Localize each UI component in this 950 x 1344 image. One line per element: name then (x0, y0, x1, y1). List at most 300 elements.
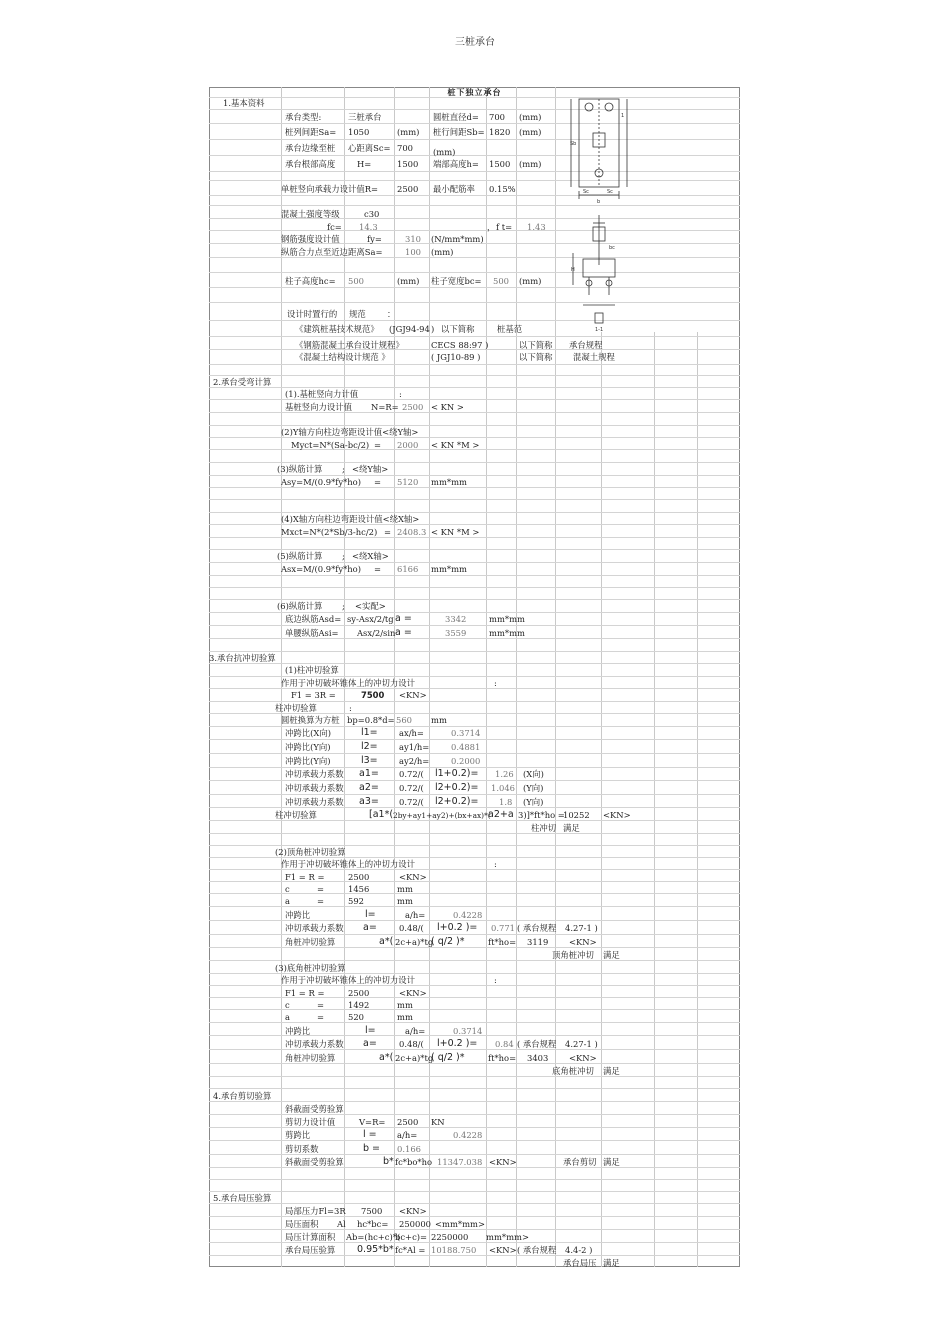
label: Al (337, 1219, 346, 1229)
label: a (285, 896, 290, 906)
symbol: l= (365, 909, 376, 920)
svg-text:b: b (597, 199, 601, 205)
label: 端部高度h= (433, 159, 479, 169)
unit: mm (397, 896, 413, 906)
label: 局压面积 (285, 1219, 319, 1229)
svg-text:1: 1 (621, 113, 625, 119)
grid-row-line (209, 575, 740, 576)
formula: ( q/2 )* (431, 936, 465, 947)
value: 592 (348, 896, 364, 906)
svg-text:Sc: Sc (583, 189, 589, 195)
formula: a/h= (405, 1026, 426, 1036)
label: f t= (496, 222, 513, 232)
unit: <KN> (569, 1053, 597, 1063)
label: 冲跨比(X向) (285, 728, 331, 738)
unit: (mm) (433, 147, 456, 157)
label: 底角桩冲切 (552, 1066, 594, 1076)
label: ( 承台规程 (517, 1245, 557, 1255)
unit: (mm) (431, 247, 454, 257)
label: 剪切系数 (285, 1144, 319, 1154)
grid-row-line (209, 1088, 740, 1089)
value: 2500 (348, 988, 370, 998)
value: 1.8 (499, 797, 513, 807)
formula: F1 = R = (285, 872, 325, 882)
unit: mm*mm> (486, 1232, 529, 1242)
label: ： (387, 309, 396, 319)
grid-row-line (209, 109, 740, 110)
symbol: l3= (361, 755, 378, 766)
grid-row-line (209, 171, 740, 172)
sheet-title: 桩下独立承台 (447, 87, 502, 97)
label: 冲切承载力系数 (285, 769, 344, 779)
grid-row-line (209, 753, 740, 754)
label: = (317, 896, 325, 906)
unit: (mm) (519, 159, 542, 169)
value: 3403 (527, 1053, 549, 1063)
label: 柱子高度hc= (285, 276, 336, 286)
value: 2408.3 (397, 527, 427, 537)
value: 2500 (402, 402, 424, 412)
formula: a2+a (488, 809, 514, 820)
symbol: a2= (359, 782, 379, 793)
code-alias: 桩基范 (497, 324, 523, 334)
label: 局部压力Fl=3R (285, 1206, 346, 1216)
label: 纵筋合力点至近边距离Sa= (281, 247, 383, 257)
formula: ft*ho= (488, 937, 517, 947)
value: 250000 (399, 1219, 431, 1229)
value: 6166 (397, 564, 419, 574)
label: 冲切承载力系数 (285, 923, 344, 933)
grid-row-line (209, 230, 740, 231)
label: 冲切承载力系数 (285, 1039, 344, 1049)
label: 设计时置行的 (287, 309, 338, 319)
formula: sy-Asx/2/tg (347, 614, 394, 624)
grid-col-line (429, 87, 430, 1267)
unit: mm*mm (431, 477, 467, 487)
label: (2)顶角桩冲切验算 (275, 847, 346, 857)
status-ok: 满足 (603, 950, 620, 960)
grid-row-line (209, 462, 740, 463)
label: ) (431, 324, 435, 334)
grid-row-line (209, 272, 740, 273)
value: 0.4228 (453, 1130, 483, 1140)
value: 560 (396, 715, 412, 725)
label: (X向) (523, 769, 544, 779)
grid-row-line (209, 676, 740, 677)
value: 2250000 (431, 1232, 469, 1242)
grid-row-line (209, 562, 740, 563)
value: 0.2000 (451, 756, 481, 766)
formula: ay2/h= (399, 756, 430, 766)
symbol: a = (395, 613, 412, 624)
formula: l+0.2 )= (437, 922, 478, 933)
unit: mm*mm (489, 614, 525, 624)
value: 0.4881 (451, 742, 481, 752)
value: 1820 (489, 127, 511, 137)
symbol: l1= (361, 727, 378, 738)
value: 3559 (445, 628, 467, 638)
label: (3)纵筋计算 (277, 464, 323, 474)
value: 0.3714 (451, 728, 481, 738)
value: 1050 (348, 127, 370, 137)
grid-col-line (486, 87, 487, 1267)
grid-row-line (209, 1076, 740, 1077)
code-name: 《钢筋混凝土承台设计规程》 (295, 340, 404, 350)
label: (Y向) (523, 783, 544, 793)
label: : (494, 859, 497, 869)
grid-row-line (209, 934, 740, 935)
grid-row-line (209, 599, 740, 600)
grid-row-line (209, 960, 740, 961)
formula: ax/h= (399, 728, 424, 738)
formula: 0.48/( (399, 1039, 424, 1049)
code-name: 《混凝土结构设计规范 》 (295, 352, 390, 362)
label: 角桩冲切验算 (285, 937, 336, 947)
label: (2)Y轴方向柱边弯距设计值<绕Y轴> (281, 427, 419, 437)
label: ， (487, 222, 496, 232)
label: = (374, 564, 382, 574)
grid-row-line (209, 475, 740, 476)
grid-row-line (209, 833, 740, 834)
label: ; (342, 464, 345, 474)
grid-row-line (209, 1179, 740, 1180)
label: 冲跨比 (285, 1026, 311, 1036)
unit: (N/mm*mm) (431, 234, 484, 244)
value: 11347.038 (437, 1157, 483, 1167)
grid-row-line (209, 1203, 740, 1204)
value: 1.26 (495, 769, 514, 779)
label: 底边纵筋Asd= (285, 614, 342, 624)
value: 0.166 (397, 1144, 421, 1154)
value: 2500 (397, 1117, 419, 1127)
status-ok: 满足 (563, 823, 580, 833)
grid-row-line (209, 549, 740, 550)
formula: hc*bc= (357, 1219, 389, 1229)
unit: mm (397, 1012, 413, 1022)
formula: Asx/2/sin (357, 628, 396, 638)
label: (3)底角桩冲切验算 (275, 963, 346, 973)
grid-col-line (516, 87, 517, 1267)
label: 作用于冲切破坏锥体上的冲切力设计 (281, 678, 415, 688)
formula: 0.72/( (399, 769, 424, 779)
unit: (mm) (397, 276, 420, 286)
formula: a/h= (397, 1130, 418, 1140)
unit: <KN> (603, 810, 631, 820)
value: 3119 (527, 937, 549, 947)
formula: l+0.2 )= (437, 1038, 478, 1049)
formula: 0.72/( (399, 783, 424, 793)
label: : (494, 975, 497, 985)
formula: Asx=M/(0.9*fy*ho) (281, 564, 361, 574)
label: 以下简称 (441, 324, 475, 334)
label: 圆桩换算为方桩 (281, 715, 340, 725)
formula: 2c+a)*tg (395, 937, 434, 947)
symbol: a= (363, 922, 377, 933)
symbol: l2= (361, 741, 378, 752)
label: 作用于冲切破坏锥体上的冲切力设计 (281, 975, 415, 985)
label: (Y向) (523, 797, 544, 807)
value: 0.771 (491, 923, 515, 933)
label: a (285, 1012, 290, 1022)
value: 0.84 (495, 1039, 514, 1049)
formula: F1 = R = (285, 988, 325, 998)
unit: <KN> (489, 1245, 517, 1255)
formula: bp=0.8*d= (347, 715, 395, 725)
label: H= (357, 159, 372, 169)
value: 2500 (397, 184, 419, 194)
grid-row-line (209, 336, 740, 337)
status-ok: 满足 (603, 1258, 620, 1268)
sheet-border (209, 87, 740, 1267)
formula: 3)]*ft*ho = (518, 810, 565, 820)
value: 10252 (563, 810, 590, 820)
label: 混凝土强度等级 (281, 209, 340, 219)
label: 4.27-1 ) (565, 923, 598, 933)
label: 承台边缘至桩 (285, 143, 336, 153)
label: 冲跨比(Y向) (285, 756, 331, 766)
grid-row-line (209, 375, 740, 376)
formula: 0.48/( (399, 923, 424, 933)
svg-text:1-1: 1-1 (595, 327, 604, 333)
value: 2500 (348, 872, 370, 882)
label: ; (342, 551, 345, 561)
unit: <KN> (399, 690, 427, 700)
grid-row-line (209, 845, 740, 846)
value: 7500 (361, 1206, 383, 1216)
section-5-heading: 5.承台局压验算 (213, 1193, 272, 1203)
label: 柱冲切验算 (275, 703, 317, 713)
value: 3342 (445, 614, 467, 624)
code-alias: 承台规程 (569, 340, 603, 350)
label: 斜截面受剪验算 (285, 1104, 344, 1114)
grid-col-line (281, 87, 282, 1267)
value: 1500 (489, 159, 511, 169)
label: <绕X轴> (352, 551, 389, 561)
formula: l1+0.2)= (435, 768, 479, 779)
value: 500 (493, 276, 509, 286)
label: <绕Y轴> (352, 464, 389, 474)
label: = (374, 477, 382, 487)
label: c (285, 884, 290, 894)
label: <实配> (355, 601, 386, 611)
code-name: 《建筑桩基技术规范》 (295, 324, 379, 334)
formula: 2c+a)*tg (395, 1053, 434, 1063)
label: 以下简称 (519, 340, 553, 350)
formula: Asy=M/(0.9*fy*ho) (281, 477, 361, 487)
formula: a*( (379, 1052, 394, 1063)
label: 基桩竖向力设计值 (285, 402, 352, 412)
label: (5)纵筋计算 (277, 551, 323, 561)
label: (1)柱冲切验算 (285, 665, 339, 675)
unit: mm (397, 884, 413, 894)
label: = (374, 440, 382, 450)
unit: (mm) (519, 112, 542, 122)
formula: 2by+ay1+ay2)+(bx+ax)*( (393, 811, 491, 820)
grid-row-line (209, 287, 740, 288)
label: 承台局压 (563, 1258, 597, 1268)
value: 0.3714 (453, 1026, 483, 1036)
symbol: a = (395, 627, 412, 638)
section-2-heading: 2.承台受弯计算 (213, 377, 272, 387)
label: 以下简称 (519, 352, 553, 362)
grid-row-line (209, 512, 740, 513)
grid-row-line (209, 587, 740, 588)
label: 承台根部高度 (285, 159, 336, 169)
unit: KN (431, 1117, 445, 1127)
grid-row-line (209, 1101, 740, 1102)
grid-row-line (209, 499, 740, 500)
label: fy= (367, 234, 382, 244)
formula: a*( (379, 936, 394, 947)
label: fc= (327, 222, 342, 232)
formula: Ab=(hc+c)*( (346, 1232, 401, 1242)
formula: Myct=N*(Sa-bc/2) (291, 440, 370, 450)
unit: (mm) (397, 127, 420, 137)
label: ( 承台规程 (517, 1039, 557, 1049)
unit: < KN *M > (431, 527, 480, 537)
svg-text:Sb: Sb (570, 141, 577, 147)
grid-row-line (209, 155, 740, 156)
value: 1492 (348, 1000, 370, 1010)
grid-row-line (209, 794, 740, 795)
label: 冲跨比 (285, 910, 311, 920)
grid-row-line (209, 180, 740, 181)
status-ok: 满足 (603, 1157, 620, 1167)
label: c (285, 1000, 290, 1010)
grid-row-line (209, 739, 740, 740)
label: 作用于冲切破坏锥体上的冲切力设计 (281, 859, 415, 869)
value: 310 (405, 234, 421, 244)
label: 规范 (349, 309, 366, 319)
unit: mm (397, 1000, 413, 1010)
grid-row-line (209, 123, 740, 124)
value: 100 (405, 247, 421, 257)
label: 心距离Sc= (348, 143, 391, 153)
formula: b* (383, 1156, 394, 1167)
unit: < KN > (431, 402, 464, 412)
grid-row-line (209, 139, 740, 140)
grid-row-line (209, 651, 740, 652)
label: 最小配筋率 (433, 184, 475, 194)
formula: ft*ho= (488, 1053, 517, 1063)
grid-row-line (209, 195, 740, 196)
formula: bc+c)= (395, 1232, 428, 1242)
value: 700 (397, 143, 413, 153)
value: 1500 (397, 159, 419, 169)
label: 剪跨比 (285, 1130, 311, 1140)
code-alias: 混凝土规程 (573, 352, 615, 362)
label: ; (342, 601, 345, 611)
grid-col-line (344, 87, 345, 1267)
unit: <mm*mm> (435, 1219, 485, 1229)
grid-col-line (394, 87, 395, 1267)
unit: <KN> (399, 988, 427, 998)
label: 钢筋强度设计值 (281, 234, 340, 244)
formula: a/h= (405, 910, 426, 920)
label: 单桩竖向承载力设计值R= (281, 184, 379, 194)
label: 冲切承载力系数 (285, 797, 344, 807)
symbol: l = (363, 1129, 377, 1140)
value: 三桩承台 (348, 112, 382, 122)
unit: < KN *M > (431, 440, 480, 450)
value: 520 (348, 1012, 364, 1022)
svg-text:H: H (571, 267, 575, 273)
label: N=R= (371, 402, 399, 412)
grid-row-line (209, 425, 740, 426)
section-1-heading: 1.基本资料 (223, 98, 265, 108)
grid-row-line (209, 701, 740, 702)
label: = (317, 1012, 325, 1022)
unit: <KN> (569, 937, 597, 947)
label: = (317, 884, 325, 894)
formula: fc*Al = (395, 1245, 426, 1255)
formula: fc*bo*ho (395, 1157, 433, 1167)
label: = (317, 1000, 325, 1010)
label: 4.27-1 ) (565, 1039, 598, 1049)
value: 0.4228 (453, 910, 483, 920)
section-3-heading: 3.承台抗冲切验算 (209, 653, 276, 663)
label: 冲切承载力系数 (285, 783, 344, 793)
grid-row-line (209, 663, 740, 664)
label: (1).基桩竖向力计值 (285, 389, 359, 399)
grid-col-line (555, 87, 556, 1267)
grid-row-line (209, 320, 740, 321)
value: 5120 (397, 477, 419, 487)
formula: l2+0.2)= (435, 782, 479, 793)
formula: [a1*( (369, 809, 394, 820)
label: 承台剪切 (563, 1157, 597, 1167)
calculation-sheet (209, 87, 740, 1267)
unit: (mm) (519, 127, 542, 137)
value: 500 (348, 276, 364, 286)
grid-row-line (209, 364, 740, 365)
formula: ay1/h= (399, 742, 430, 752)
label: 角桩冲切验算 (285, 1053, 336, 1063)
label: 圆桩直径d= (433, 112, 479, 122)
unit: <KN> (399, 1206, 427, 1216)
grid-row-line (209, 302, 740, 303)
label: 承台类型: (285, 112, 322, 122)
label: (4)X轴方向柱边弯距设计值<绕X轴> (281, 514, 420, 524)
unit: mm*mm (489, 628, 525, 638)
symbol: a1= (359, 768, 379, 779)
section-4-heading: 4.承台剪切验算 (213, 1091, 272, 1101)
formula: 0.95*b* (357, 1244, 394, 1255)
label: : (399, 389, 402, 399)
label: 顶角桩冲切 (552, 950, 594, 960)
value: 14.3 (359, 222, 378, 232)
code-number: ( JGJ10-89 ) (431, 352, 481, 362)
grid-row-line (209, 387, 740, 388)
label: = (384, 527, 392, 537)
label: (6)纵筋计算 (277, 601, 323, 611)
unit: <KN> (399, 872, 427, 882)
label: 桩列间距Sa= (285, 127, 337, 137)
label: V=R= (359, 1117, 386, 1127)
value: 7500 (361, 690, 385, 700)
grid-row-line (209, 205, 740, 206)
symbol: a= (363, 1038, 377, 1049)
value: 1.43 (527, 222, 546, 232)
value: c30 (364, 209, 380, 219)
formula: ( q/2 )* (431, 1052, 465, 1063)
grid-row-line (209, 1191, 740, 1192)
label: : (349, 703, 352, 713)
unit: (mm) (519, 276, 542, 286)
label: ( 承台规程 (517, 923, 557, 933)
unit: mm*mm (431, 564, 467, 574)
value: 10188.750 (431, 1245, 477, 1255)
